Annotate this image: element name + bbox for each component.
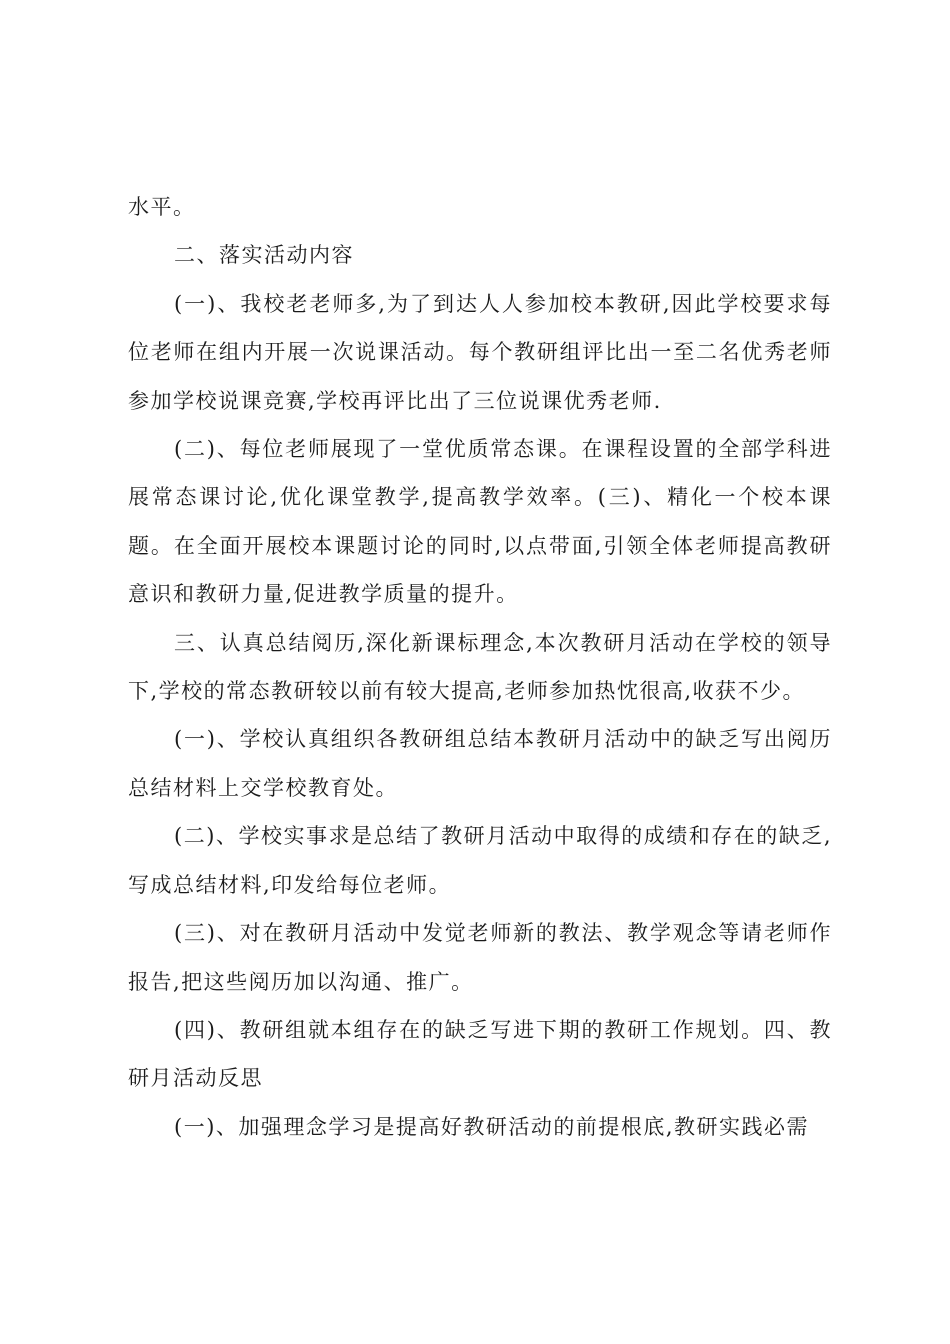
paragraph-3-4: (四)、教研组就本组存在的缺乏写进下期的教研工作规划。四、教研月活动反思 [128,1017,832,1091]
paragraph-continuation: 水平。 [128,195,196,219]
paragraph-3-3: (三)、对在教研月活动中发觉老师新的教法、教学观念等请老师作报告,把这些阅历加以沟通、推广。 [128,921,832,994]
paragraph-4-1: (一)、加强理念学习是提高好教研活动的前提根底,教研实践必需 [174,1114,810,1139]
paragraph-2-1: (一)、我校老老师多,为了到达人人参加校本教研,因此学校要求每位老师在组内开展一次说课活动。每个教研组评比出一至二名优秀老师参加学校说课竞赛,学校再评比出了三位说课优秀老师. [128,291,832,413]
paragraph-3-2: (二)、学校实事求是总结了教研月活动中取得的成绩和存在的缺乏,写成总结材料,印发给每位老师。 [128,824,832,897]
paragraph-2-2: (二)、每位老师展现了一堂优质常态课。在课程设置的全部学科进展常态课讨论,优化课堂教学,提高教学效率。(三)、精化一个校本课题。在全面开展校本课题讨论的同时,以点带面,引领全体老师提高教研意识和教研力量,促进教学质量的提升。 [128,437,832,607]
document-body [128,183,832,1151]
section-heading-3: 三、认真总结阅历,深化新课标理念,本次教研月活动在学校的领导下,学校的常态教研较以前有较大提高,老师参加热忱很高,收获不少。 [128,630,832,704]
section-heading-2: 二、落实活动内容 [174,243,354,268]
paragraph-3-1: (一)、学校认真组织各教研组总结本教研月活动中的缺乏写出阅历总结材料上交学校教育处。 [128,727,832,800]
